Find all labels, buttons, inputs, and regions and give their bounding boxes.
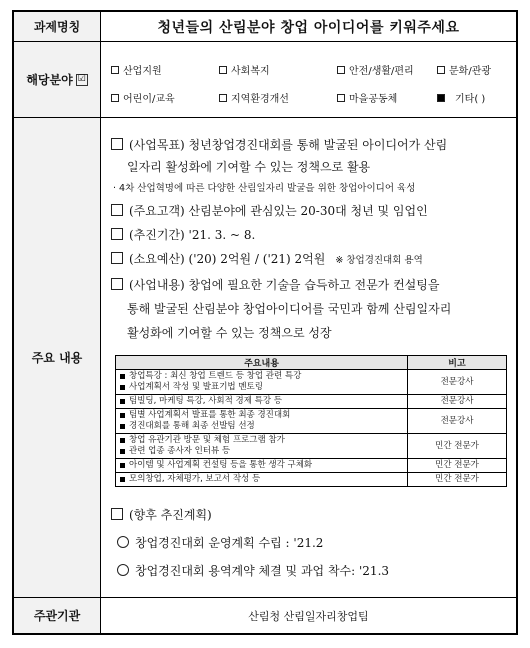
checkbox-icon xyxy=(337,66,345,74)
field-options xyxy=(101,42,516,117)
plan-item-1: 창업경진대회 운영계획 수립 : '21.2 xyxy=(117,532,506,554)
org-label: 주관기관 xyxy=(14,598,101,633)
plan-title: (향후 추진계획) xyxy=(111,504,506,526)
field-row xyxy=(14,42,516,118)
goal-sub: · 4차 산업혁명에 따른 다양한 산림일자리 발굴을 위한 창업아이디어 육성 xyxy=(113,183,416,194)
table-row: 아이템 및 사업계획 컨설팅 등을 통한 생각 구체화 민간 전문가 xyxy=(116,459,507,473)
field-option-culture[interactable]: 문화/관광 xyxy=(437,62,491,77)
circle-bullet-icon xyxy=(117,536,129,548)
content-line-3: 활성화에 기여할 수 있는 정책으로 성장 xyxy=(127,326,332,340)
field-option-welfare[interactable]: 사회복지 xyxy=(219,62,270,77)
checkbox-icon xyxy=(111,94,119,102)
org-row xyxy=(14,598,516,633)
field-option-education[interactable]: 어린이/교육 xyxy=(111,90,175,105)
square-bullet-icon xyxy=(111,278,123,290)
checkbox-icon xyxy=(219,94,227,102)
square-bullet-icon xyxy=(111,508,123,520)
content-line-2: 통해 발굴된 산림분야 창업아이디어를 국민과 함께 산림일자리 xyxy=(127,302,452,316)
table-row: 모의창업, 자체평가, 보고서 작성 등 민간 전문가 xyxy=(116,473,507,487)
table-row: 창업특강 : 최신 창업 트렌드 등 창업 관련 특강 사업계획서 작성 및 발표기법 멘토링 전문강사 xyxy=(116,370,507,395)
field-option-safety[interactable]: 안전/생활/편리 xyxy=(337,62,414,77)
task-title: 청년들의 산림분야 창업 아이디어를 키워주세요 xyxy=(157,19,460,36)
checkbox-icon xyxy=(337,94,345,102)
content-table xyxy=(115,355,507,487)
org-value: 산림청 산림일자리창업팀 xyxy=(248,609,369,623)
square-bullet-icon xyxy=(111,204,123,216)
task-row xyxy=(14,12,516,42)
table-row: 창업 유관기관 방문 및 체험 프로그램 참가 관련 업종 종사자 인터뷰 등 민간 전문가 xyxy=(116,434,507,459)
customer-line: (주요고객) 산림분야에 관심있는 20-30대 청년 및 임업인 xyxy=(111,200,506,222)
period-line: (추진기간) '21. 3. ~ 8. xyxy=(111,224,506,246)
main-row xyxy=(14,118,516,598)
table-row: 팀빌딩, 마케팅 특강, 사회적 경제 특강 등 전문강사 xyxy=(116,395,507,409)
circle-bullet-icon xyxy=(117,564,129,576)
field-option-other[interactable]: 기타( ) xyxy=(437,90,485,105)
field-option-industry[interactable]: 산업지원 xyxy=(111,62,162,77)
checked-box-icon xyxy=(437,94,445,102)
table-row: 팀별 사업계획서 발표를 통한 최종 경진대회 경진대회를 통해 최종 선발팀 선정 전문강사 xyxy=(116,409,507,434)
table-header-content: 주요내용 xyxy=(116,356,408,370)
plan-item-2: 창업경진대회 용역계약 체결 및 과업 착수: '21.3 xyxy=(117,560,506,582)
checkbox-icon xyxy=(437,66,445,74)
goal-line-2: 일자리 활성화에 기여할 수 있는 정책으로 활용 xyxy=(127,160,371,174)
checkbox-icon xyxy=(219,66,227,74)
table-header-note: 비고 xyxy=(408,356,507,370)
main-content xyxy=(101,118,516,597)
content-line-1: (사업내용) 창업에 필요한 기술을 습득하고 전문가 컨설팅을 xyxy=(111,274,506,296)
checkbox-icon: ☑ xyxy=(77,73,86,84)
field-label: 해당분야 ☑ xyxy=(14,42,101,117)
field-option-environment[interactable]: 지역환경개선 xyxy=(219,90,289,105)
square-bullet-icon xyxy=(111,228,123,240)
task-label: 과제명칭 xyxy=(14,12,101,41)
budget-line: (소요예산) ('20) 2억원 / ('21) 2억원 ※ 창업경진대회 용역 xyxy=(111,248,506,272)
square-bullet-icon xyxy=(111,252,123,264)
checkbox-icon xyxy=(111,66,119,74)
proposal-form xyxy=(12,10,518,635)
main-label: 주요 내용 xyxy=(14,118,101,597)
square-bullet-icon xyxy=(111,138,123,150)
field-option-community[interactable]: 마을공동체 xyxy=(337,90,397,105)
goal-line-1: (사업목표) 청년창업경진대회를 통해 발굴된 아이디어가 산림 xyxy=(111,134,506,156)
